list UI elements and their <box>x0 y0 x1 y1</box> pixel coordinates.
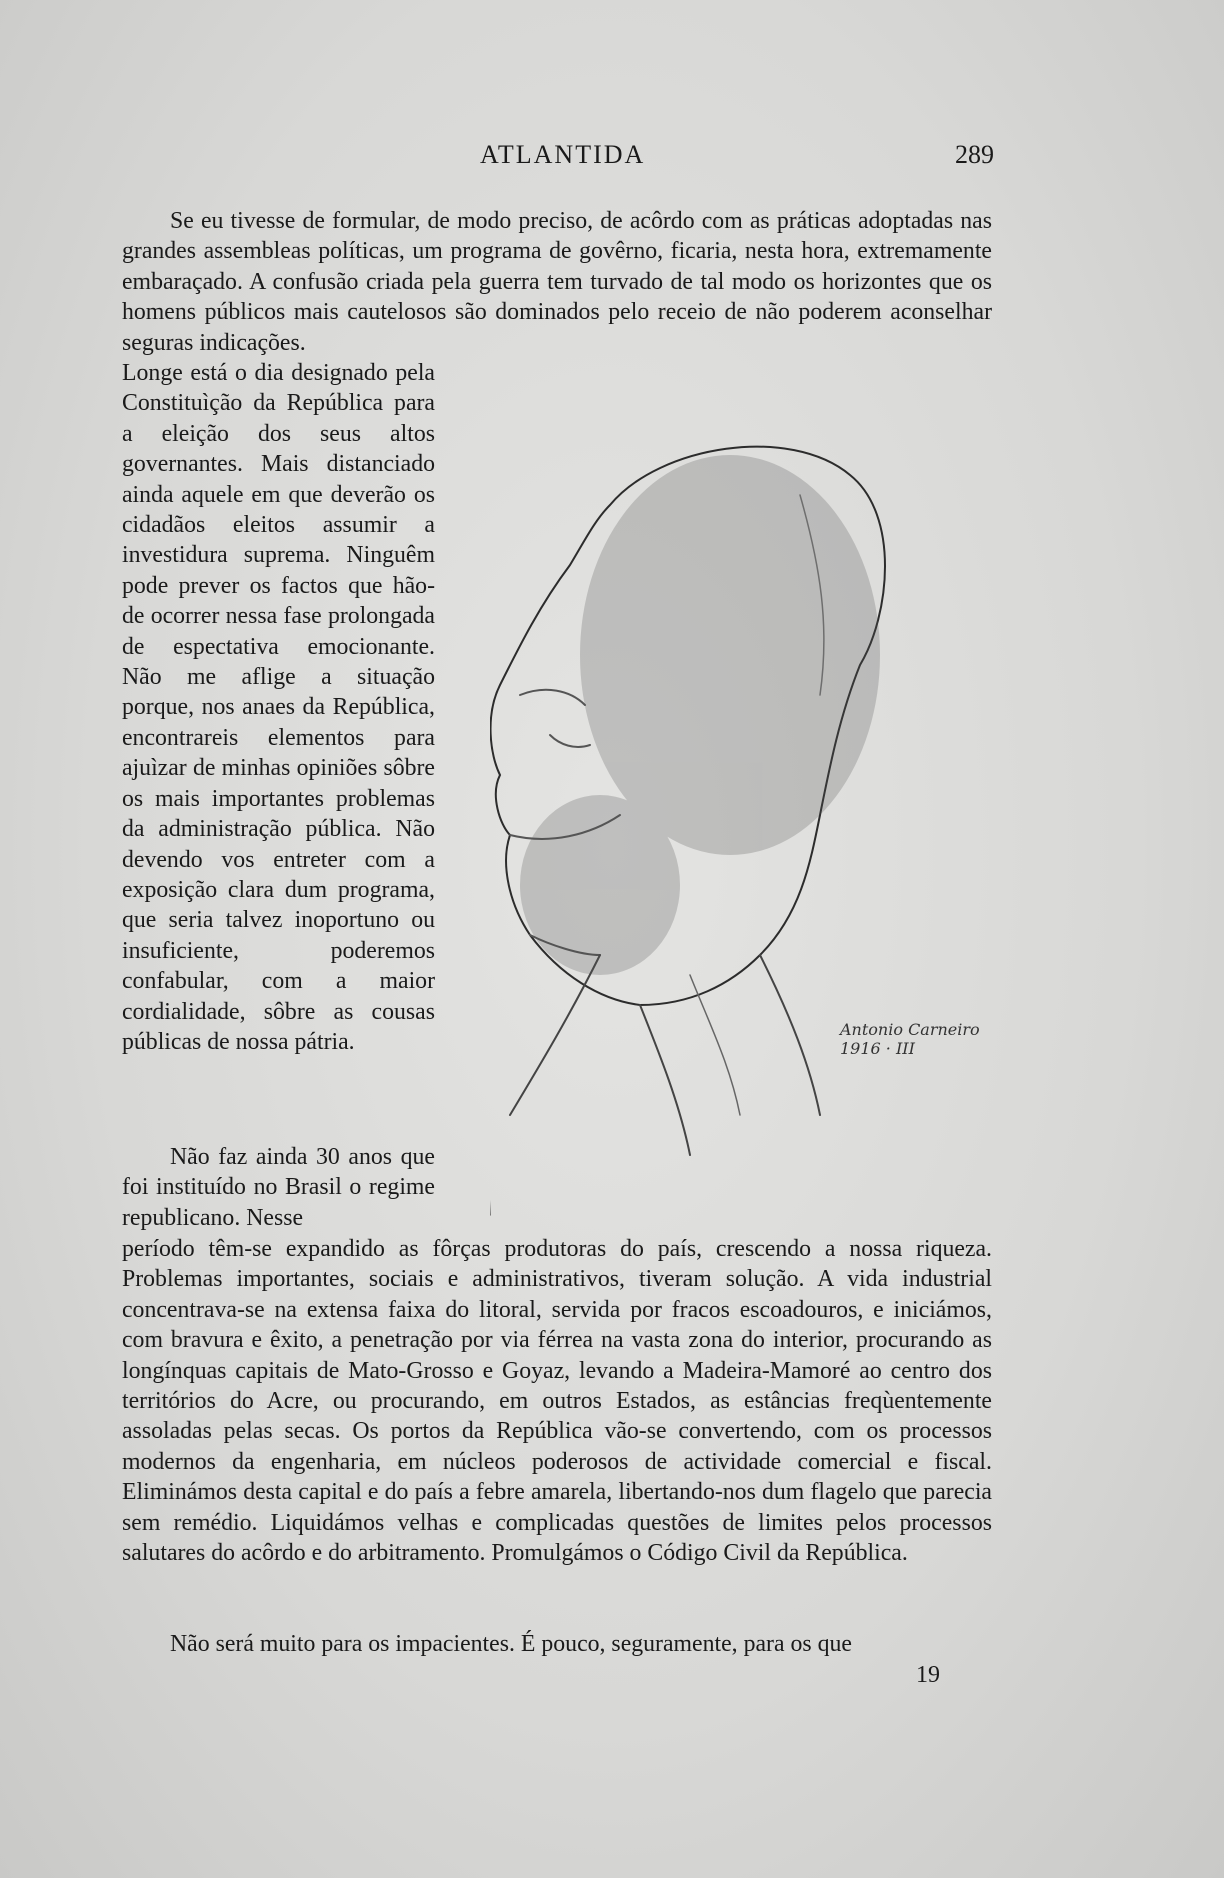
portrait-sketch <box>490 415 1020 1225</box>
paragraph-2-full-text: período têm-se expandido as fôrças produtoras do país, crescendo a nossa riqueza. Problemas importantes, sociais e administrativos, tiveram solução. A vida industrial concentrava-se na extensa faixa do litoral, servida por fracos escoadouros, e iniciámos, com bravura e êxito, a penetração por via férrea na vasta zona do interior, procurando as longínquas capitais de Mato-Grosso e Goyaz, levando a Madeira-Mamoré ao centro dos territórios do Acre, ou procurando, em outros Estados, as estâncias freqùentemente assoladas pelas secas. Os portos da República vão-se convertendo, com os processos modernos da engenharia, em núcleos poderosos de actividade comercial e fiscal. Eliminámos desta capital e do país a febre amarela, libertando-nos dum flagelo que parecia sem remédio. Liquidámos velhas e complicadas questões de limites pelos processos salutares do acôrdo e do arbitramento. Promulgámos o Código Civil da República. <box>122 1236 992 1567</box>
paragraph-2-narrow-text: Não faz ainda 30 anos que foi instituído no Brasil o regime republicano. Nesse <box>122 1144 435 1231</box>
paragraph-2-full <box>122 1234 992 1568</box>
running-title: ATLANTIDA <box>480 140 646 169</box>
paragraph-1-narrow-text: Longe está o dia designado pela Constituìção da República para a eleição dos seus altos governantes. Mais distanciado ainda aquele em que deverão os cidadãos eleitos assumir a investidura suprema. Ninguêm pode prever os factos que hão-de ocorrer nessa fase prolongada de espectativa emocionante. Não me aflige a situação porque, nos anaes da República, encontrareis elementos para ajuìzar de minhas opiniões sôbre os mais importantes problemas da administração pública. Não devendo vos entreter com a exposição clara dum programa, que seria talvez inoportuno ou insuficiente, poderemos confabular, com a maior cordialidade, sôbre as cousas públicas de nossa pátria. <box>122 360 435 1055</box>
paragraph-3 <box>122 1629 992 1659</box>
running-head <box>0 140 1224 176</box>
signature-mark: 19 <box>916 1662 940 1688</box>
paragraph-2-narrow <box>122 1142 435 1233</box>
paragraph-1-narrow <box>122 358 435 1057</box>
paragraph-1-text: Se eu tivesse de formular, de modo preciso, de acôrdo com as práticas adoptadas nas grandes assembleas políticas, um programa de govêrno, ficaria, nesta hora, extremamente embaraçado. A confusão criada pela guerra tem turvado de tal modo os horizontes que os homens públicos mais cautelosos são dominados pelo receio de não poderem aconselhar seguras indicações. <box>122 208 992 356</box>
paragraph-1-full <box>122 206 992 358</box>
page-number: 289 <box>955 140 994 169</box>
artist-signature: Antonio Carneiro 1916 · III <box>840 1020 980 1058</box>
paragraph-3-text: Não será muito para os impacientes. É pouco, seguramente, para os que <box>170 1631 852 1657</box>
